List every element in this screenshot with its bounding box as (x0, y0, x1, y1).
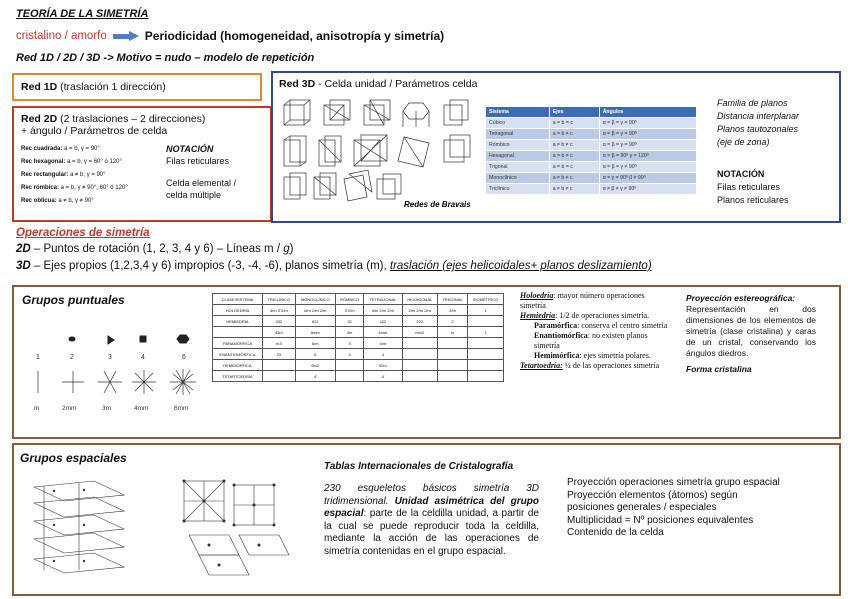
lattice-tri-icon (344, 170, 372, 201)
periodicidad-text: Periodicidad (homogeneidad, anisotropía y simetría) (144, 29, 445, 43)
lattice-cube-icon (444, 135, 470, 162)
rec-item: Rec oblicua: a ≠ b, γ ≠ 90° (21, 198, 94, 204)
lattice-cube-icon (364, 100, 390, 125)
espaciales-title: Grupos espaciales (20, 451, 127, 465)
cristalino-text: cristalino / amorfo (16, 30, 107, 42)
table-row: Hexagonal a = b ≠ c α = β = 90º γ = 120º (486, 151, 697, 162)
group-num: 3 (108, 354, 112, 361)
crystal-systems-table (485, 106, 697, 195)
group-num: 2 (70, 354, 74, 361)
table-row: HOLOEDRÍA 4/m 3̄ 2/m 6/m 2/m 2/m 3̄ 2/m 4/m 2/m 2/m 2/m 2/m 2/m 2/m 1̄ (213, 305, 504, 316)
space-groups-figure (24, 475, 294, 585)
notacion-heading: NOTACIÓN (166, 144, 214, 154)
group-label: 3m (102, 405, 112, 412)
puntuales-title: Grupos puntuales (22, 293, 125, 307)
red2d-text: (2 traslaciones – 2 direcciones) (57, 113, 206, 125)
space-lattice-right (184, 481, 289, 575)
hemiedria-notes: Holoedría: mayor número operaciones simetría Hemiedría: 1/2 de operaciones simetría. Paramórfica: conserva el centro simetría Enantiomórfica: no existen planos simetría Hemimórfica: ejes simetría polares. Tetartoedría: ¼ de las operaciones simetría (520, 291, 668, 370)
red2d-box (12, 106, 272, 222)
lattice-cube-icon (444, 100, 468, 125)
lattice-rhombo-icon (398, 137, 429, 167)
point-groups-figure (18, 327, 210, 417)
table-row: Monoclínico a ≠ b ≠ c α = γ = 90º β ≠ 90º (486, 173, 697, 184)
tablas-title: Tablas Internacionales de Cristalografía (324, 461, 514, 472)
table-row: HEMIMÓRFICA 6̄m2 4̄2m (213, 360, 504, 371)
rotation-6-icon (177, 335, 189, 343)
group-label: m (34, 405, 40, 412)
rotation-4-icon (140, 336, 146, 342)
table-row: TETARTOEDRÍA 6̄ 4̄ (213, 371, 504, 382)
lattice-mono-icon (284, 173, 306, 199)
red1d-text: (traslación 1 dirección) (57, 81, 166, 93)
table-row: Tetragonal a = b ≠ c α = β = γ = 90º (486, 129, 697, 140)
group-label: 6mm (174, 405, 189, 412)
rotation-2-icon (69, 337, 75, 341)
rec-item: Rec rómbica: a = b, γ ≠ 90°, 60° ó 120° (21, 185, 128, 191)
grupos-puntuales-box (12, 285, 841, 439)
red3d-label: Red 3D (279, 78, 316, 90)
operaciones-title: Operaciones de simetría (16, 227, 150, 239)
table-row: Rómbico a ≠ b ≠ c α = β = γ = 90º (486, 140, 697, 151)
red3d-side-list: Familia de planos Distancia interplanar Planos tautozonales (eje de zona) (717, 98, 800, 147)
espaciales-paragraph: 230 esqueletos básicos simetría 3D tridimensional. Unidad asimétrica del grupo espacial: parte de la celdilla unidad, a partir de la cual se puede reproducir toda la celdilla, mediante la acción de las operaciones de simetría contenidas en el grupo espacial. (324, 483, 539, 557)
page-title: TEORÍA DE LA SIMETRÍA (16, 8, 149, 20)
filas-text: Filas reticulares (166, 156, 230, 166)
op-2d-line: 2D – Puntos de rotación (1, 2, 3, 4 y 6) – Líneas m / g) (16, 243, 294, 255)
arrow-right-icon (113, 31, 139, 41)
table-row: 4̄3m 6mm 3m 4mm mm2 m 1 (213, 327, 504, 338)
op-3d-line: 3D – Ejes propios (1,2,3,4 y 6) impropios (-3, -4, -6), planos simetría (m), traslación (ejes helicoidales+ planos deslizamiento) (16, 260, 652, 272)
table-row: Sistema Ejes Ángulos (486, 107, 697, 118)
lattice-mono-icon (314, 173, 336, 199)
table-row: ENANTIOMÓRFICA 23 6 3 4 (213, 349, 504, 360)
red2d-label: Red 2D (21, 113, 58, 125)
table-row: HEMIEDRÍA 432 622 32 422 222 2 (213, 316, 504, 327)
red3d-notacion: NOTACIÓN Filas reticulares Planos reticulares (717, 169, 789, 205)
red1d-label: Red 1D (21, 81, 58, 93)
rec-list (21, 143, 166, 208)
red3d-text: - Celda unidad / Parámetros celda (315, 78, 478, 90)
table-row: PARAMÓRFICA m3̄ 6/m 3̄ 4/m (213, 338, 504, 349)
space-lattice-left (34, 481, 124, 573)
celda-text-2: celda múltiple (166, 190, 222, 200)
red1d-box (12, 73, 262, 101)
espaciales-right-list: Proyección operaciones simetría grupo espacial Proyección elementos (átomos) según posiciones generales / especiales Multiplicidad = Nº posiciones equivalentes Contenido de la celda (567, 477, 780, 538)
table-row: CLASE/SISTEMA TRICLÍNICO MONOCLÍNICO RÓMBICO TETRAGONAL HEXAGONAL TRIGONAL ISOMÉTRICO (213, 294, 504, 305)
proyeccion-block: Proyección estereográfica: Representación en dos dimensiones de los elementos de simetría (clase cristalina) y caras de un cristal, conservando los ángulos diedros. Forma cristalina (686, 293, 816, 374)
group-label: 2mm (62, 405, 77, 412)
rec-item: Rec rectangular: a ≠ b, γ = 90° (21, 172, 106, 178)
table-row: Cúbico a = b = c α = β = γ = 90º (486, 118, 697, 129)
bravais-lattices-figure (279, 95, 479, 217)
lattice-tetra-icon (284, 136, 306, 166)
lattice-hex-icon (403, 103, 429, 127)
rec-item: Rec hexagonal: a = b, γ = 60° ó 120° (21, 159, 122, 165)
red-line: Red 1D / 2D / 3D -> Motivo = nudo – modelo de repetición (16, 52, 315, 64)
celda-text-1: Celda elemental / (166, 178, 237, 188)
group-num: 1 (36, 354, 40, 361)
lattice-cube-icon (284, 100, 310, 125)
red2d-line2: + ángulo / Parámetros de celda (21, 125, 168, 137)
group-num: 6 (182, 354, 186, 361)
intro-line (16, 29, 444, 43)
group-num: 4 (141, 354, 145, 361)
rec-item: Rec cuadrada: a = b, γ = 90° (21, 146, 100, 152)
grupos-espaciales-box (12, 443, 841, 596)
table-row: Trigonal a = b = c α = β = γ ≠ 90º (486, 162, 697, 173)
lattice-tetra-icon (319, 136, 341, 166)
lattice-cube-icon (324, 100, 350, 125)
point-groups-table (212, 293, 504, 382)
red3d-box (271, 71, 841, 223)
rotation-3-icon (108, 336, 114, 344)
lattice-cube-icon (377, 174, 401, 199)
table-row: Triclínico a ≠ b ≠ c α ≠ β ≠ γ ≠ 90º (486, 184, 697, 195)
group-label: 4mm (134, 405, 149, 412)
bravais-label: Redes de Bravais (404, 200, 471, 209)
lattice-rhombo-icon (354, 135, 387, 166)
